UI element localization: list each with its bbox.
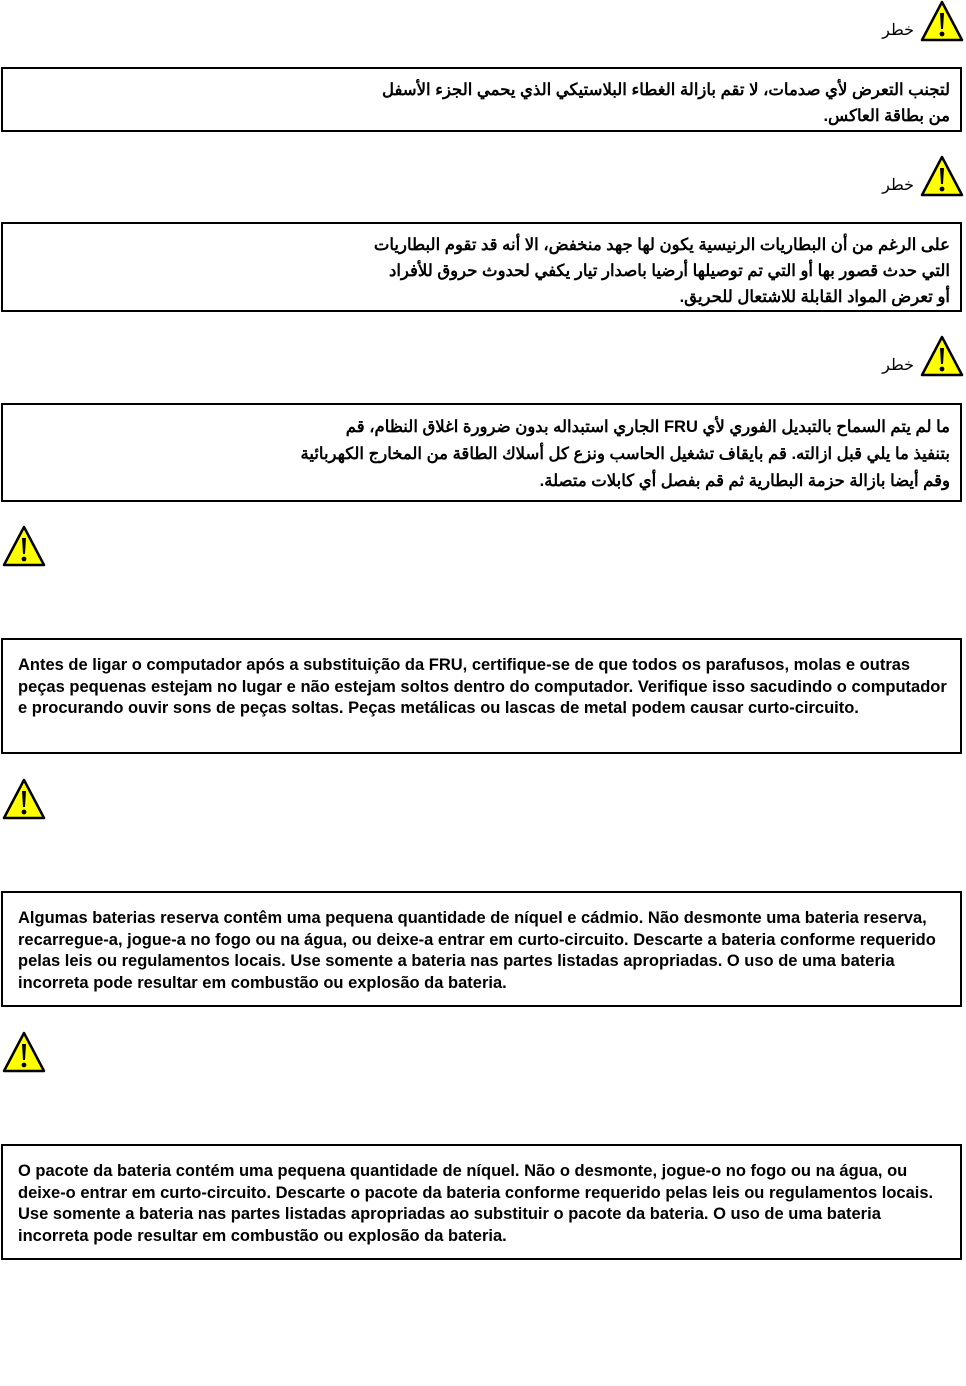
arabic-notice-box [1, 67, 962, 132]
notice-line: ما لم يتم السماح بالتبديل الفوري لأي FRU الجاري استبداله بدون ضرورة اغلاق النظام، قم [345, 418, 950, 436]
danger-heading [764, 155, 964, 197]
notice-line: أو تعرض المواد القابلة للاشتعال للحريق. [679, 288, 950, 306]
notice-line: وقم أيضا بازالة حزمة البطارية ثم قم بفصل أي كابلات متصلة. [539, 472, 950, 490]
portuguese-notice-box [1, 638, 962, 754]
notice-text: Antes de ligar o computador após a substituição da FRU, certifique-se de que todos os parafusos, molas e outras peças pequenas estejam no lugar e não estejam soltos dentro do computador. Verifique isso sacudindo o computador e procurando ouvir sons de peças soltas. Peças metálicas ou lascas de metal podem causar curto-circuito. [18, 656, 947, 717]
notice-text: Algumas baterias reserva contêm uma pequena quantidade de níquel e cádmio. Não desmonte uma bateria reserva, recarregue-a, jogue-a no fogo ou na água, ou deixe-a entrar em curto-circuito. Descarte a bateria conforme requerido pelas leis ou regulamentos locais. Use somente a bateria nas partes listadas apropriadas. O uso de uma bateria incorreta pode resultar em combustão ou explosão da bateria. [18, 909, 936, 992]
warning-icon [2, 525, 46, 567]
danger-label: خطر [882, 177, 914, 194]
danger-heading [764, 335, 964, 377]
danger-label: خطر [882, 22, 914, 39]
notice-line: التي حدث قصور بها أو التي تم توصيلها أرضيا باصدار تيار يكفي لحدوث حروق للأفراد [389, 262, 950, 280]
notice-text: O pacote da bateria contém uma pequena quantidade de níquel. Não o desmonte, jogue-o no fogo ou na água, ou deixe-o entrar em curto-circuito. Descarte o pacote da bateria conforme requerido pelas leis ou regulamentos locais. Use somente a bateria nas partes listadas apropriadas ao substituir o pacote da bateria. O uso de uma bateria incorreta pode resultar em combustão ou explosão da bateria. [18, 1162, 934, 1245]
notice-line: على الرغم من أن البطاريات الرنيسية يكون لها جهد منخفض، الا أنه قد تقوم البطاريات [373, 236, 950, 254]
notice-line: من بطاقة العاكس. [823, 107, 950, 125]
warning-icon [920, 0, 964, 42]
danger-label: خطر [882, 357, 914, 374]
warning-icon [2, 1031, 46, 1073]
portuguese-notice-box [1, 1144, 962, 1260]
arabic-notice-box [1, 222, 962, 312]
warning-icon [920, 335, 964, 377]
warning-icon [920, 155, 964, 197]
arabic-notice-box [1, 403, 962, 502]
danger-heading [764, 0, 964, 42]
notice-line: بتنفيذ ما يلي قبل ازالته. قم بايقاف تشغيل الحاسب ونزع كل أسلاك الطاقة من المخارج الكهربائية [300, 445, 950, 463]
notice-line: لتجنب التعرض لأي صدمات، لا تقم بازالة الغطاء البلاستيكي الذي يحمي الجزء الأسفل [381, 81, 950, 99]
portuguese-notice-box [1, 891, 962, 1007]
warning-icon [2, 778, 46, 820]
